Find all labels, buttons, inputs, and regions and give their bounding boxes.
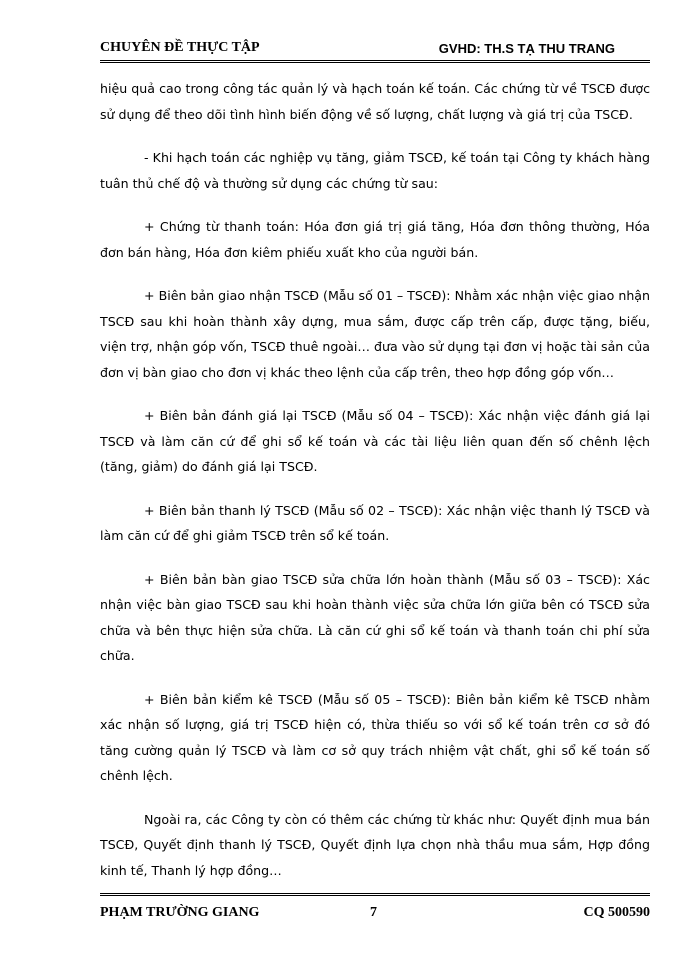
body-text xyxy=(100,76,650,901)
paragraph: + Biên bản kiểm kê TSCĐ (Mẫu số 05 – TSCĐ): Biên bản kiểm kê TSCĐ nhằm xác nhận số lượng, giá trị TSCĐ hiện có, thừa thiếu so với sổ kế toán trên cơ sở đó tăng cường quản lý TSCĐ và làm cơ sở quy trách nhiệm vật chất, ghi sổ kế toán số chênh lệch. xyxy=(100,691,650,783)
paragraph: + Chứng từ thanh toán: Hóa đơn giá trị giá tăng, Hóa đơn thông thường, Hóa đơn bán hàng, Hóa đơn kiêm phiếu xuất kho của người bán. xyxy=(100,219,650,260)
author-name: PHẠM TRƯỜNG GIANG xyxy=(100,905,260,920)
paragraph: + Biên bản giao nhận TSCĐ (Mẫu số 01 – TSCĐ): Nhằm xác nhận việc giao nhận TSCĐ sau khi hoàn thành xây dựng, mua sắm, được cấp trên cấp, được tặng, biếu, viện trợ, nhận góp vốn, TSCĐ thuê ngoài… đưa vào sử dụng tại đơn vị hoặc tài sản của đơn vị bàn giao cho đơn vị khác theo lệnh của cấp trên, theo hợp đồng góp vốn… xyxy=(100,288,650,380)
paragraph: Ngoài ra, các Công ty còn có thêm các chứng từ khác như: Quyết định mua bán TSCĐ, Quyết định thanh lý TSCĐ, Quyết định lựa chọn nhà thầu mua sắm, Hợp đồng kinh tế, Thanh lý hợp đồng… xyxy=(100,811,650,878)
paragraph: + Biên bản đánh giá lại TSCĐ (Mẫu số 04 – TSCĐ): Xác nhận việc đánh giá lại TSCĐ và làm căn cứ để ghi sổ kế toán và các tài liệu liên quan đến số chênh lệch (tăng, giảm) do đánh giá lại TSCĐ. xyxy=(100,408,650,474)
page-footer xyxy=(100,893,650,924)
student-code: CQ 500590 xyxy=(583,905,650,920)
report-title: CHUYÊN ĐỀ THỰC TẬP xyxy=(100,40,260,55)
paragraph: hiệu quả cao trong công tác quản lý và hạch toán kế toán. Các chứng từ về TSCĐ được sử dụng để theo dõi tình hình biến động về số lượng, chất lượng và giá trị của TSCĐ. xyxy=(100,81,650,122)
paragraph: - Khi hạch toán các nghiệp vụ tăng, giảm TSCĐ, kế toán tại Công ty khách hàng tuân thủ chế độ và thường sử dụng các chứng từ sau: xyxy=(100,150,650,191)
paragraph: + Biên bản thanh lý TSCĐ (Mẫu số 02 – TSCĐ): Xác nhận việc thanh lý TSCĐ và làm căn cứ để ghi giảm TSCĐ trên sổ kế toán. xyxy=(100,502,650,543)
paragraph: + Biên bản bàn giao TSCĐ sửa chữa lớn hoàn thành (Mẫu số 03 – TSCĐ): Xác nhận việc bàn giao TSCĐ sau khi hoàn thành việc sửa chữa lớn giữa bên có TSCĐ sửa chữa và bên thực hiện sửa chữa. Là căn cứ ghi sổ kế toán và thanh toán chi phí sửa chữa. xyxy=(100,571,650,663)
supervisor-label: GVHD: TH.S TẠ THU TRANG xyxy=(438,41,615,56)
page-header xyxy=(100,38,650,63)
page-number: 7 xyxy=(370,905,377,920)
